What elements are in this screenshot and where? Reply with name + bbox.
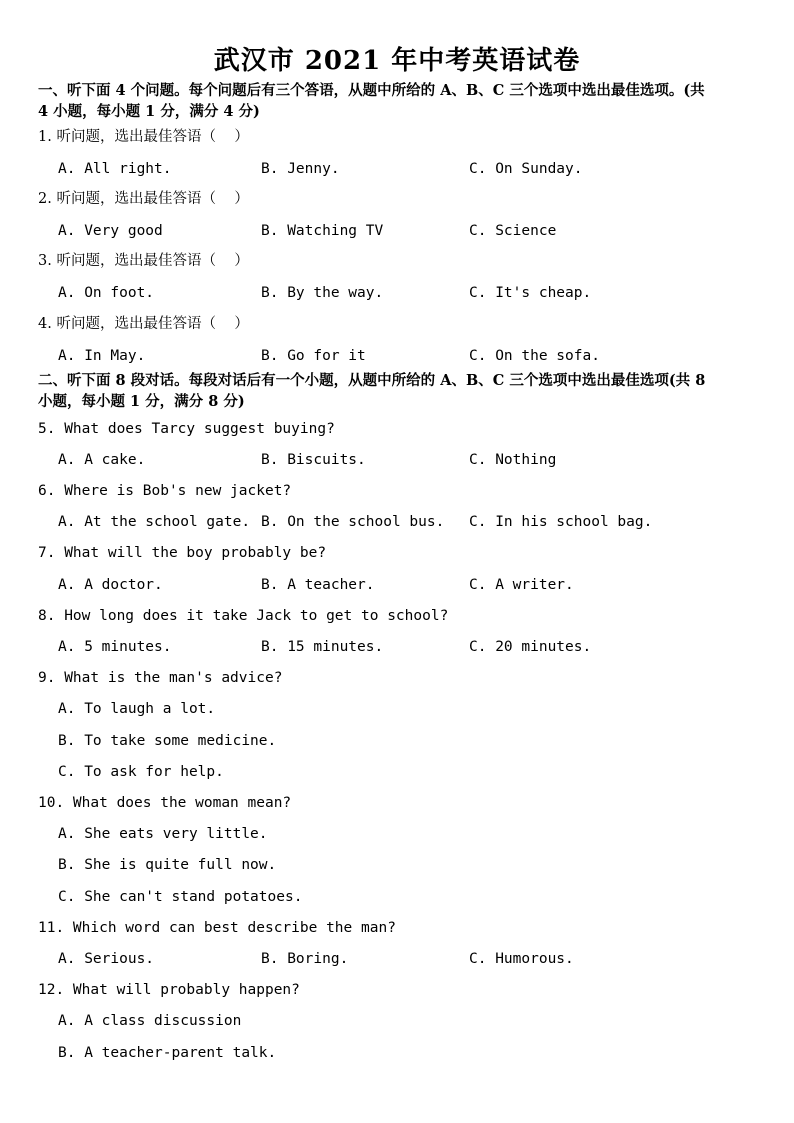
question-1-option-a: A. All right. [58, 161, 172, 177]
question-2-option-c: C. Science [469, 223, 557, 239]
question-4-option-a: A. In May. [58, 348, 146, 364]
question-7-stem: 7. What will the boy probably be? [38, 545, 327, 561]
question-6-option-c: C. In his school bag. [469, 514, 653, 530]
question-9-stem: 9. What is the man's advice? [38, 670, 283, 686]
question-4-option-b: B. Go for it [261, 348, 366, 364]
section-1-heading-line2: 4 小题，每小题 1 分，满分 4 分) [38, 103, 260, 120]
question-3-option-b: B. By the way. [261, 285, 384, 301]
question-5-option-b: B. Biscuits. [261, 452, 366, 468]
question-6-option-a: A. At the school gate. [58, 514, 251, 530]
question-1-stem: 1. 听问题，选出最佳答语（ ） [38, 129, 249, 145]
question-9-option-a: A. To laugh a lot. [58, 701, 216, 717]
question-12-option-b: B. A teacher-parent talk. [58, 1045, 277, 1061]
question-7-option-c: C. A writer. [469, 577, 574, 593]
question-6-stem: 6. Where is Bob's new jacket? [38, 483, 292, 499]
question-11-option-a: A. Serious. [58, 951, 155, 967]
question-8-option-b: B. 15 minutes. [261, 639, 384, 655]
question-10-option-c: C. She can't stand potatoes. [58, 889, 303, 905]
question-1-option-b: B. Jenny. [261, 161, 340, 177]
section-2-heading [38, 370, 756, 412]
question-5-option-c: C. Nothing [469, 452, 557, 468]
question-9-option-c: C. To ask for help. [58, 764, 224, 780]
question-11-option-b: B. Boring. [261, 951, 349, 967]
question-10-option-b: B. She is quite full now. [58, 857, 277, 873]
question-8-option-c: C. 20 minutes. [469, 639, 592, 655]
section-2-heading-line1: 二、听下面 8 段对话。每段对话后有一个小题，从题中所给的 A、B、C 三个选项中选出最佳选项(共 8 [38, 372, 706, 389]
question-6-option-b: B. On the school bus. [261, 514, 445, 530]
question-7-option-b: B. A teacher. [261, 577, 375, 593]
question-8-option-a: A. 5 minutes. [58, 639, 172, 655]
question-2-option-a: A. Very good [58, 223, 163, 239]
question-12-option-a: A. A class discussion [58, 1013, 242, 1029]
question-11-stem: 11. Which word can best describe the man? [38, 920, 396, 936]
question-4-stem: 4. 听问题，选出最佳答语（ ） [38, 316, 249, 332]
question-4-option-c: C. On the sofa. [469, 348, 600, 364]
question-2-stem: 2. 听问题，选出最佳答语（ ） [38, 191, 249, 207]
question-2-option-b: B. Watching TV [261, 223, 384, 239]
question-10-option-a: A. She eats very little. [58, 826, 268, 842]
section-1-heading-line1: 一、听下面 4 个问题。每个问题后有三个答语，从题中所给的 A、B、C 三个选项中选出最佳选项。(共 [38, 82, 705, 99]
question-3-option-c: C. It's cheap. [469, 285, 592, 301]
question-3-stem: 3. 听问题，选出最佳答语（ ） [38, 253, 249, 269]
section-1-heading [38, 80, 756, 122]
question-7-option-a: A. A doctor. [58, 577, 163, 593]
question-5-stem: 5. What does Tarcy suggest buying? [38, 421, 335, 437]
question-9-option-b: B. To take some medicine. [58, 733, 277, 749]
section-2-heading-line2: 小题，每小题 1 分，满分 8 分) [38, 393, 245, 410]
page-title: 武汉市 2021 年中考英语试卷 [213, 46, 581, 76]
question-5-option-a: A. A cake. [58, 452, 146, 468]
question-10-stem: 10. What does the woman mean? [38, 795, 292, 811]
question-3-option-a: A. On foot. [58, 285, 155, 301]
question-11-option-c: C. Humorous. [469, 951, 574, 967]
question-12-stem: 12. What will probably happen? [38, 982, 300, 998]
question-1-option-c: C. On Sunday. [469, 161, 583, 177]
question-8-stem: 8. How long does it take Jack to get to school? [38, 608, 449, 624]
